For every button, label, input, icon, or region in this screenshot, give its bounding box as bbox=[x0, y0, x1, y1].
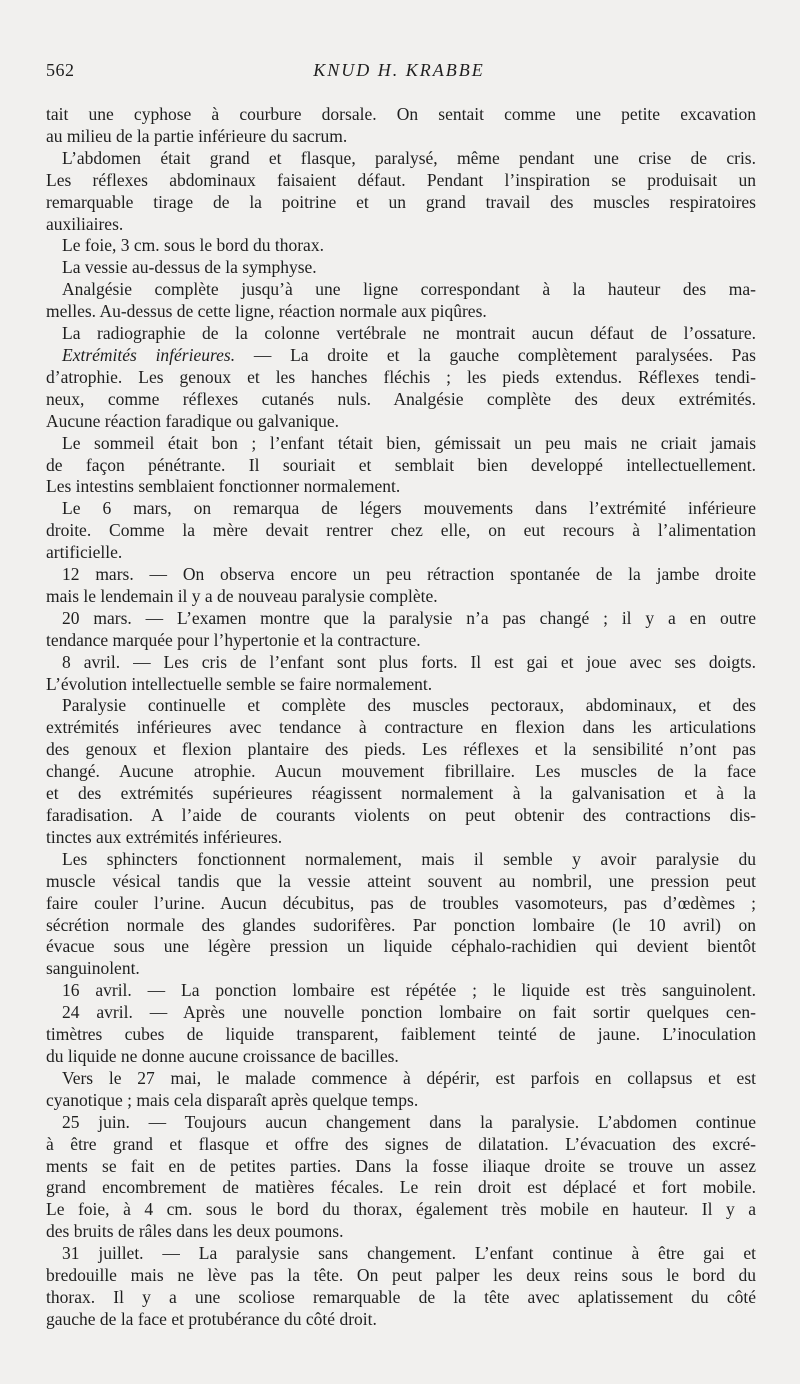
text-line: extrémités inférieures avec tendance à contracture en flexion dans les articulations bbox=[46, 717, 756, 738]
text-line: 8 avril. — Les cris de l’enfant sont plus forts. Il est gai et joue avec ses doigts. bbox=[62, 651, 756, 672]
text-line: Le foie, à 4 cm. sous le bord du thorax, également très mobile en hauteur. Il y a bbox=[46, 1199, 756, 1220]
text-line: changé. Aucune atrophie. Aucun mouvement fibrillaire. Les muscles de la face bbox=[46, 761, 756, 782]
text-line: Vers le 27 mai, le malade commence à dépérir, est parfois en collapsus et est bbox=[62, 1067, 756, 1088]
text-line: 12 mars. — On observa encore un peu rétraction spontanée de la jambe droite bbox=[62, 564, 756, 585]
text-line: et des extrémités supérieures réagissent normalement à la galvanisation et à la bbox=[46, 783, 756, 804]
text-line: L’évolution intellectuelle semble se faire normalement. bbox=[46, 673, 433, 694]
text-line bbox=[46, 345, 756, 367]
page-header bbox=[46, 60, 752, 90]
text-line: 24 avril. — Après une nouvelle ponction lombaire on fait sortir quelques cen- bbox=[62, 1002, 756, 1023]
text-line: Le 6 mars, on remarqua de légers mouvements dans l’extrémité inférieure bbox=[62, 498, 756, 519]
text-line: 20 mars. — L’examen montre que la paralysie n’a pas changé ; il y a en outre bbox=[62, 607, 756, 628]
text-line: du liquide ne donne aucune croissance de bacilles. bbox=[46, 1045, 399, 1066]
text-line: Les sphincters fonctionnent normalement, mais il semble y avoir paralysie du bbox=[62, 848, 756, 869]
text-line: Le foie, 3 cm. sous le bord du thorax. bbox=[62, 235, 324, 256]
text-line: mais le lendemain il y a de nouveau paralysie complète. bbox=[46, 585, 438, 606]
text-line: artificielle. bbox=[46, 542, 123, 563]
text-line: faire couler l’urine. Aucun décubitus, pas de troubles vasomoteurs, pas d’œdèmes ; bbox=[46, 892, 756, 913]
text-line: neux, comme réflexes cutanés nuls. Analgésie complète des deux extrémités. bbox=[46, 388, 756, 409]
text-line: des bruits de râles dans les deux poumons. bbox=[46, 1221, 344, 1242]
text-line: tinctes aux extrémités inférieures. bbox=[46, 826, 283, 847]
text-line: L’abdomen était grand et flasque, paralysé, même pendant une crise de cris. bbox=[62, 147, 756, 168]
text-line: La radiographie de la colonne vertébrale ne montrait aucun défaut de l’ossature. bbox=[62, 323, 756, 344]
running-head: KNUD H. KRABBE bbox=[313, 60, 485, 80]
text-line: cyanotique ; mais cela disparaît après quelque temps. bbox=[46, 1089, 419, 1110]
text-line: gauche de la face et protubérance du côté droit. bbox=[46, 1308, 377, 1329]
text-line: melles. Au-dessus de cette ligne, réaction normale aux piqûres. bbox=[46, 301, 487, 322]
text-line: remarquable tirage de la poitrine et un grand travail des muscles respiratoires bbox=[46, 191, 756, 212]
text-line: Les réflexes abdominaux faisaient défaut. Pendant l’inspiration se produisait un bbox=[46, 169, 756, 190]
text-line: 16 avril. — La ponction lombaire est répétée ; le liquide est très sanguinolent. bbox=[62, 980, 756, 1001]
text-line: d’atrophie. Les genoux et les hanches fléchis ; les pieds extendus. Réflexes tendi- bbox=[46, 366, 756, 387]
text-line: Les intestins semblaient fonctionner normalement. bbox=[46, 476, 401, 497]
text-line: tendance marquée pour l’hypertonie et la contracture. bbox=[46, 629, 421, 650]
text-line: 25 juin. — Toujours aucun changement dans la paralysie. L’abdomen continue bbox=[62, 1111, 756, 1132]
text-line: 31 juillet. — La paralysie sans changement. L’enfant continue à être gai et bbox=[62, 1243, 756, 1264]
text-line: évacue sous une légère pression un liquide céphalo-rachidien qui devient bientôt bbox=[46, 936, 756, 957]
text-line: au milieu de la partie inférieure du sacrum. bbox=[46, 125, 348, 146]
text-line: Analgésie complète jusqu’à une ligne correspondant à la hauteur des ma- bbox=[62, 279, 756, 300]
text-line: Aucune réaction faradique ou galvanique. bbox=[46, 410, 339, 431]
body-text bbox=[46, 104, 756, 1331]
text-line: auxiliaires. bbox=[46, 213, 124, 234]
text-line: tait une cyphose à courbure dorsale. On sentait comme une petite excavation bbox=[46, 104, 756, 124]
text-line: sécrétion normale des glandes sudorifères. Par ponction lombaire (le 10 avril) on bbox=[46, 914, 756, 935]
page-number: 562 bbox=[46, 60, 75, 80]
text-line: à être grand et flasque et offre des signes de dilatation. L’évacuation des excré- bbox=[46, 1133, 756, 1154]
text-line-rest: — La droite et la gauche complètement paralysées. Pas bbox=[235, 344, 756, 365]
text-line: Le sommeil était bon ; l’enfant tétait bien, gémissait un peu mais ne criait jamais bbox=[62, 432, 756, 453]
text-line: faradisation. A l’aide de courants violents on peut obtenir des contractions dis- bbox=[46, 805, 756, 825]
text-line: bredouille mais ne lève pas la tête. On peut palper les deux reins sous le bord du bbox=[46, 1265, 756, 1286]
text-line: Paralysie continuelle et complète des muscles pectoraux, abdominaux, et des bbox=[62, 695, 756, 716]
text-line: ments se fait en de petites parties. Dans la fosse iliaque droite se trouve un assez bbox=[46, 1155, 756, 1176]
text-line: de façon pénétrante. Il souriait et semblait bien developpé intellectuellement. bbox=[46, 454, 756, 475]
text-line: droite. Comme la mère devait rentrer chez elle, on eut recours à l’alimentation bbox=[46, 520, 756, 541]
section-heading: Extrémités inférieures. bbox=[62, 344, 236, 365]
text-line: des genoux et flexion plantaire des pieds. Les réflexes et la sensibilité n’ont pas bbox=[46, 739, 756, 760]
text-line: timètres cubes de liquide transparent, faiblement teinté de jaune. L’inoculation bbox=[46, 1024, 756, 1045]
text-line: La vessie au-dessus de la symphyse. bbox=[62, 257, 317, 278]
text-line: sanguinolent. bbox=[46, 958, 140, 979]
text-line: thorax. Il y a une scoliose remarquable de la tête avec aplatissement du côté bbox=[46, 1286, 756, 1307]
text-line: muscle vésical tandis que la vessie atteint souvent au nombril, une pression peut bbox=[46, 870, 756, 891]
text-line: grand encombrement de matières fécales. Le rein droit est déplacé et fort mobile. bbox=[46, 1177, 756, 1198]
